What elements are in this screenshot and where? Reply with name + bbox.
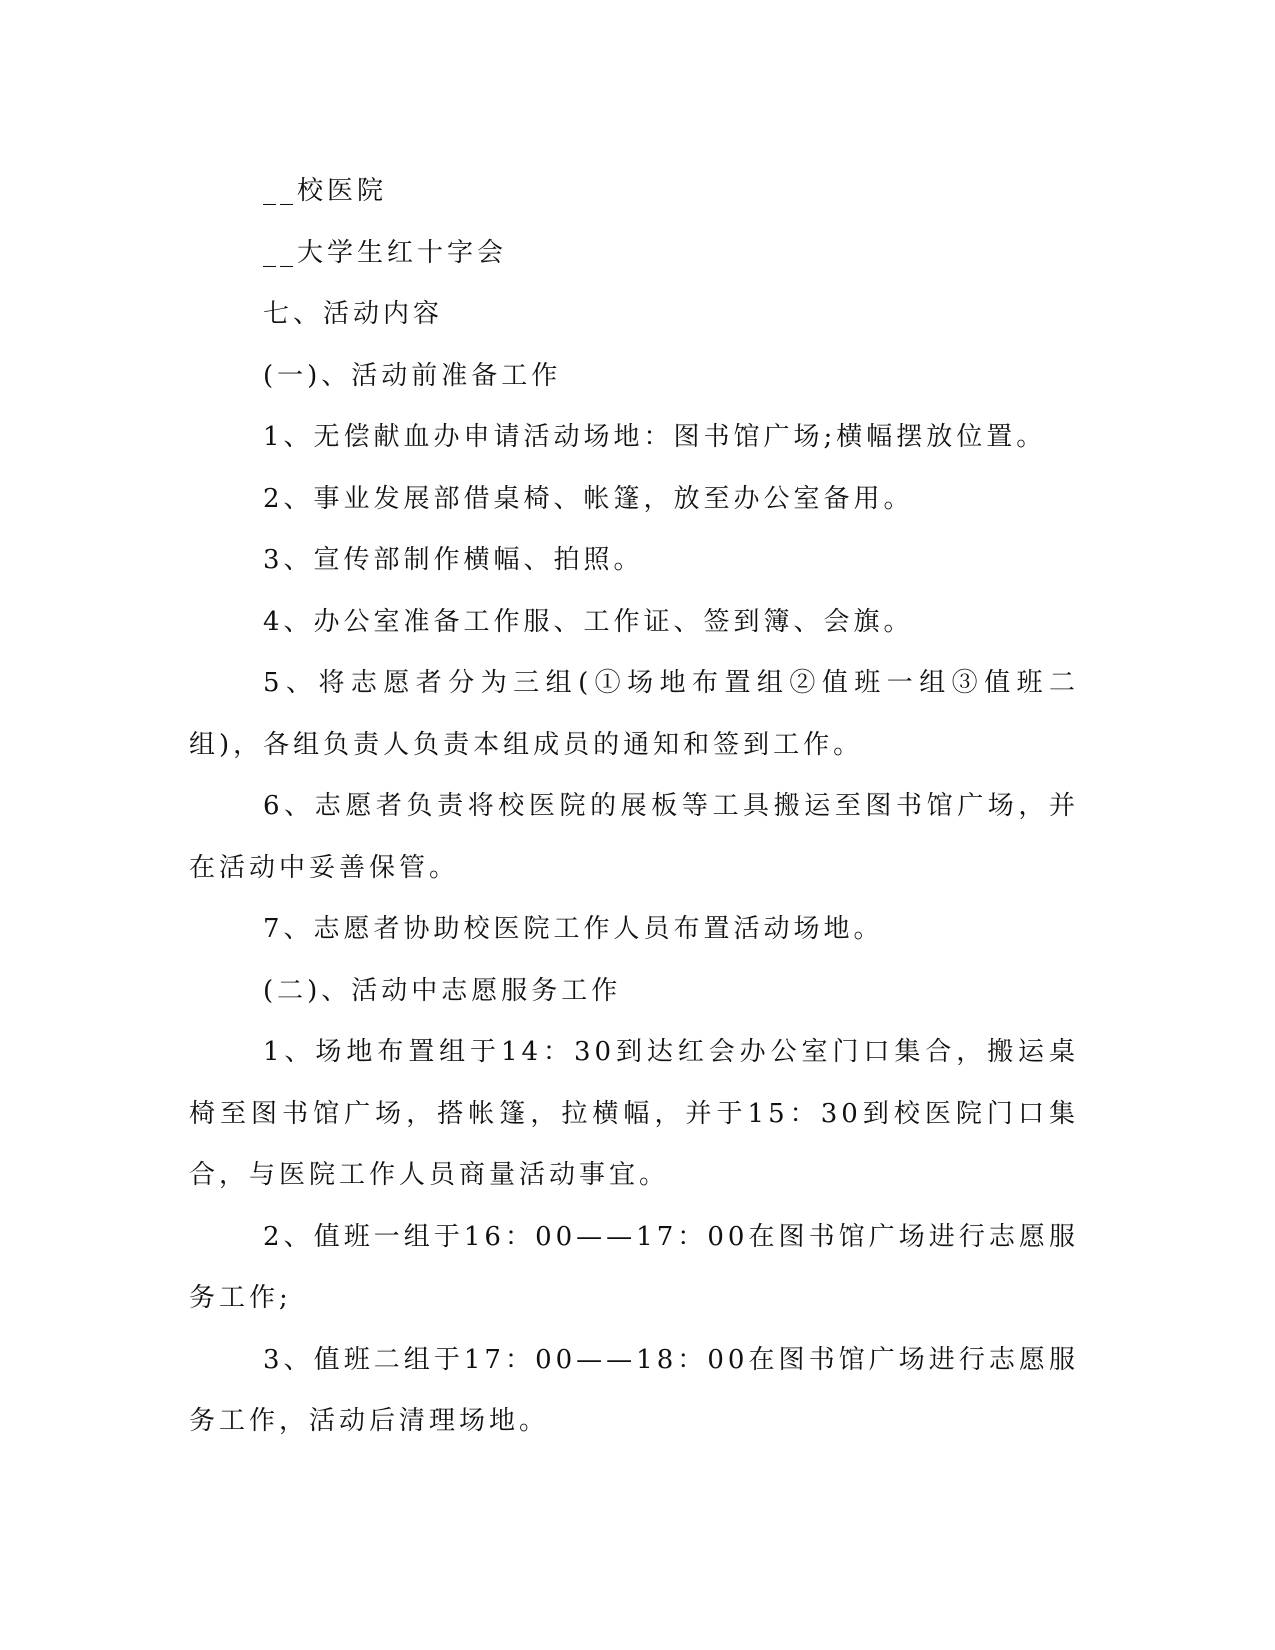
section-heading-activity-content: 七、活动内容 [263,299,444,329]
subsection-heading-volunteer-service: (二)、活动中志愿服务工作 [263,975,622,1006]
list-item: 3、值班二组于17：00——18：00在图书馆广场进行志愿服务工作，活动后清理场地。 [189,1344,1079,1436]
list-item: 2、值班一组于16：00——17：00在图书馆广场进行志愿服务工作; [189,1221,1079,1313]
document-body [189,161,1079,1453]
list-item: 3、宣传部制作横幅、拍照。 [263,545,644,575]
paragraph-red-cross: __大学生红十字会 [263,237,508,268]
list-item: 7、志愿者协助校医院工作人员布置活动场地。 [263,914,884,944]
list-item: 1、无偿献血办申请活动场地：图书馆广场;横幅摆放位置。 [263,422,1047,452]
paragraph-school-hospital: __校医院 [263,176,388,206]
list-item: 4、办公室准备工作服、工作证、签到簿、会旗。 [263,606,914,637]
subsection-heading-preparation: (一)、活动前准备工作 [263,360,562,391]
list-item: 2、事业发展部借桌椅、帐篷，放至办公室备用。 [263,483,914,514]
list-item: 6、志愿者负责将校医院的展板等工具搬运至图书馆广场，并在活动中妥善保管。 [189,791,1079,883]
list-item: 5、将志愿者分为三组(①场地布置组②值班一组③值班二组)，各组负责人负责本组成员的通知和签到工作。 [189,668,1079,760]
list-item: 1、场地布置组于14：30到达红会办公室门口集合，搬运桌椅至图书馆广场，搭帐篷，拉横幅，并于15：30到校医院门口集合，与医院工作人员商量活动事宜。 [189,1037,1079,1190]
